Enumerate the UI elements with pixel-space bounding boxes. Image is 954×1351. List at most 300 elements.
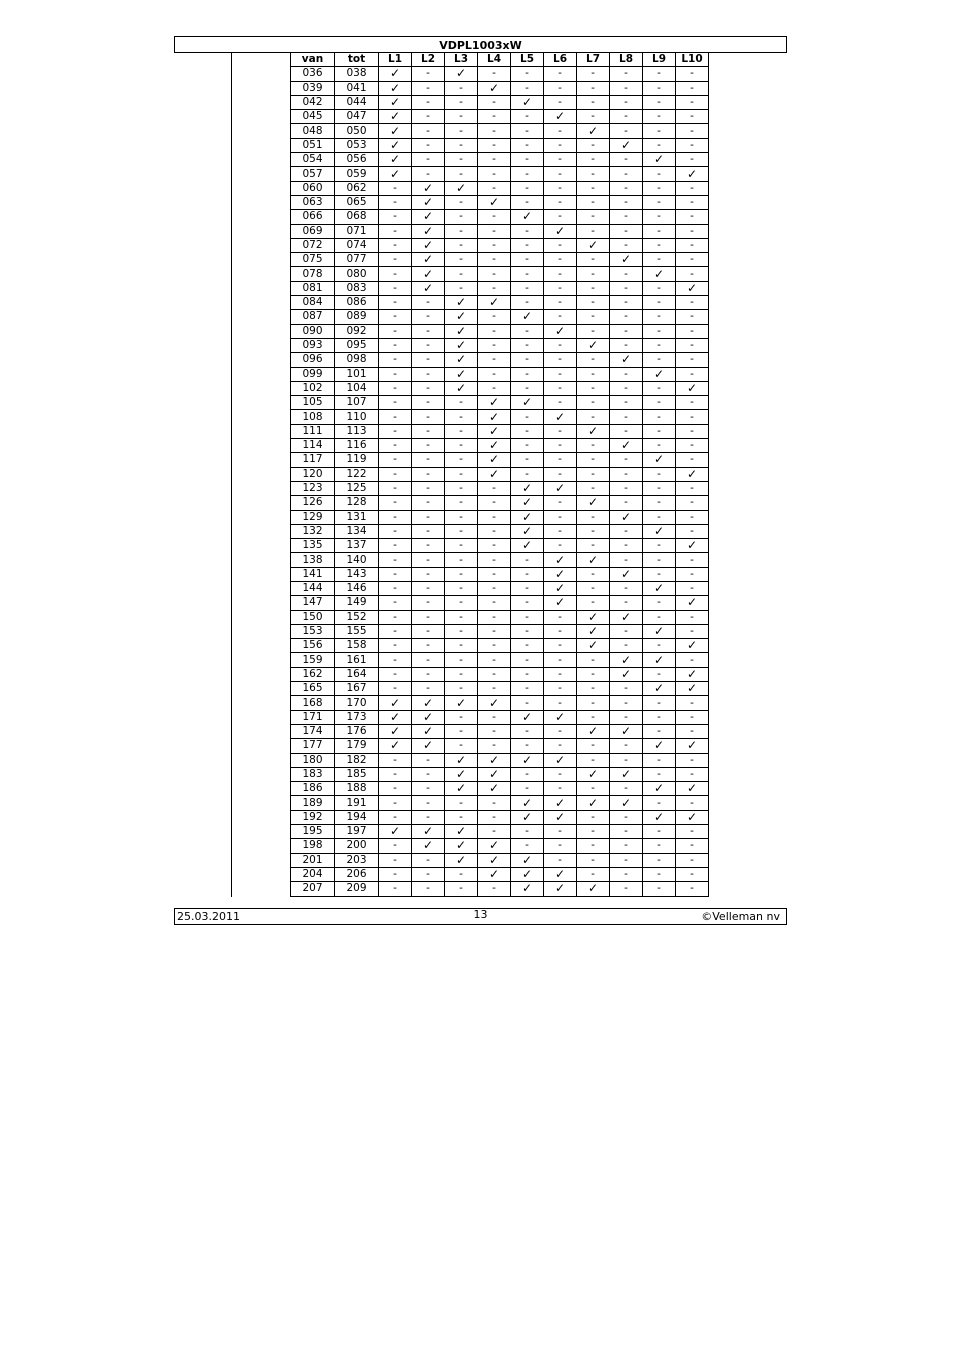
range-to-cell: 152 bbox=[335, 610, 379, 624]
dash-cell: - bbox=[412, 610, 445, 624]
range-from-cell: 078 bbox=[291, 267, 335, 281]
dash-cell: - bbox=[412, 338, 445, 352]
check-mark-cell: ✓ bbox=[445, 353, 478, 367]
range-from-cell: 117 bbox=[291, 453, 335, 467]
range-to-cell: 185 bbox=[335, 767, 379, 781]
dash-cell: - bbox=[544, 453, 577, 467]
dash-cell: - bbox=[643, 767, 676, 781]
dash-cell: - bbox=[412, 124, 445, 138]
check-mark-cell: ✓ bbox=[577, 424, 610, 438]
check-mark-cell: ✓ bbox=[445, 296, 478, 310]
dash-cell: - bbox=[511, 596, 544, 610]
dash-cell: - bbox=[577, 682, 610, 696]
dash-cell: - bbox=[610, 296, 643, 310]
dash-cell: - bbox=[676, 367, 709, 381]
dash-cell: - bbox=[577, 281, 610, 295]
dash-cell: - bbox=[577, 153, 610, 167]
range-from-cell: 066 bbox=[291, 210, 335, 224]
dash-cell: - bbox=[577, 467, 610, 481]
table-row bbox=[291, 510, 709, 524]
dash-cell: - bbox=[412, 296, 445, 310]
check-mark-cell: ✓ bbox=[577, 624, 610, 638]
check-mark-cell: ✓ bbox=[577, 724, 610, 738]
range-to-cell: 038 bbox=[335, 67, 379, 81]
dash-cell: - bbox=[577, 253, 610, 267]
check-mark-cell: ✓ bbox=[412, 825, 445, 839]
dash-cell: - bbox=[478, 267, 511, 281]
check-mark-cell: ✓ bbox=[676, 682, 709, 696]
dash-cell: - bbox=[478, 167, 511, 181]
dash-cell: - bbox=[412, 453, 445, 467]
dash-cell: - bbox=[676, 138, 709, 152]
dash-cell: - bbox=[577, 810, 610, 824]
range-to-cell: 191 bbox=[335, 796, 379, 810]
dash-cell: - bbox=[379, 567, 412, 581]
check-mark-cell: ✓ bbox=[511, 310, 544, 324]
check-mark-cell: ✓ bbox=[610, 653, 643, 667]
dash-cell: - bbox=[511, 724, 544, 738]
range-from-cell: 123 bbox=[291, 481, 335, 495]
dash-cell: - bbox=[643, 424, 676, 438]
dash-cell: - bbox=[544, 195, 577, 209]
dash-cell: - bbox=[511, 839, 544, 853]
range-to-cell: 128 bbox=[335, 496, 379, 510]
range-from-cell: 180 bbox=[291, 753, 335, 767]
dash-cell: - bbox=[412, 310, 445, 324]
column-header-l3: L3 bbox=[445, 53, 478, 67]
dash-cell: - bbox=[610, 524, 643, 538]
dash-cell: - bbox=[643, 439, 676, 453]
dash-cell: - bbox=[544, 496, 577, 510]
table-row bbox=[291, 124, 709, 138]
dash-cell: - bbox=[577, 167, 610, 181]
dash-cell: - bbox=[379, 381, 412, 395]
table-row bbox=[291, 825, 709, 839]
dash-cell: - bbox=[643, 124, 676, 138]
table-row bbox=[291, 410, 709, 424]
range-to-cell: 086 bbox=[335, 296, 379, 310]
dash-cell: - bbox=[379, 496, 412, 510]
dash-cell: - bbox=[478, 539, 511, 553]
check-mark-cell: ✓ bbox=[511, 496, 544, 510]
table-body bbox=[291, 67, 709, 896]
range-to-cell: 116 bbox=[335, 439, 379, 453]
dash-cell: - bbox=[445, 253, 478, 267]
dash-cell: - bbox=[511, 767, 544, 781]
range-from-cell: 042 bbox=[291, 95, 335, 109]
dash-cell: - bbox=[379, 253, 412, 267]
dash-cell: - bbox=[610, 710, 643, 724]
range-from-cell: 084 bbox=[291, 296, 335, 310]
dash-cell: - bbox=[445, 624, 478, 638]
check-mark-cell: ✓ bbox=[478, 296, 511, 310]
dash-cell: - bbox=[379, 682, 412, 696]
range-from-cell: 096 bbox=[291, 353, 335, 367]
check-mark-cell: ✓ bbox=[445, 782, 478, 796]
dash-cell: - bbox=[676, 253, 709, 267]
check-mark-cell: ✓ bbox=[643, 367, 676, 381]
check-mark-cell: ✓ bbox=[676, 539, 709, 553]
column-header-l5: L5 bbox=[511, 53, 544, 67]
dash-cell: - bbox=[610, 639, 643, 653]
column-header-l7: L7 bbox=[577, 53, 610, 67]
dash-cell: - bbox=[478, 639, 511, 653]
dash-cell: - bbox=[544, 439, 577, 453]
check-mark-cell: ✓ bbox=[610, 253, 643, 267]
dash-cell: - bbox=[577, 653, 610, 667]
dash-cell: - bbox=[610, 124, 643, 138]
dash-cell: - bbox=[412, 581, 445, 595]
dash-cell: - bbox=[412, 624, 445, 638]
dash-cell: - bbox=[379, 867, 412, 881]
dash-cell: - bbox=[577, 95, 610, 109]
dash-cell: - bbox=[412, 882, 445, 896]
dash-cell: - bbox=[379, 296, 412, 310]
check-mark-cell: ✓ bbox=[577, 338, 610, 352]
dash-cell: - bbox=[478, 124, 511, 138]
range-from-cell: 114 bbox=[291, 439, 335, 453]
dash-cell: - bbox=[379, 410, 412, 424]
dash-cell: - bbox=[577, 739, 610, 753]
dash-cell: - bbox=[676, 825, 709, 839]
check-mark-cell: ✓ bbox=[676, 639, 709, 653]
range-from-cell: 069 bbox=[291, 224, 335, 238]
dash-cell: - bbox=[544, 767, 577, 781]
check-mark-cell: ✓ bbox=[478, 396, 511, 410]
range-to-cell: 098 bbox=[335, 353, 379, 367]
footer-copyright: ©Velleman nv bbox=[701, 910, 780, 923]
check-mark-cell: ✓ bbox=[643, 782, 676, 796]
dash-cell: - bbox=[676, 353, 709, 367]
page-footer bbox=[174, 908, 787, 925]
check-mark-cell: ✓ bbox=[544, 110, 577, 124]
dash-cell: - bbox=[544, 839, 577, 853]
dash-cell: - bbox=[676, 396, 709, 410]
dash-cell: - bbox=[544, 338, 577, 352]
dash-cell: - bbox=[478, 67, 511, 81]
check-mark-cell: ✓ bbox=[544, 796, 577, 810]
dash-cell: - bbox=[544, 124, 577, 138]
range-from-cell: 102 bbox=[291, 381, 335, 395]
dash-cell: - bbox=[511, 267, 544, 281]
dash-cell: - bbox=[478, 110, 511, 124]
check-mark-cell: ✓ bbox=[511, 210, 544, 224]
check-mark-cell: ✓ bbox=[478, 453, 511, 467]
check-mark-cell: ✓ bbox=[577, 767, 610, 781]
dash-cell: - bbox=[511, 653, 544, 667]
table-row bbox=[291, 296, 709, 310]
dash-cell: - bbox=[610, 867, 643, 881]
range-to-cell: 056 bbox=[335, 153, 379, 167]
dash-cell: - bbox=[577, 710, 610, 724]
column-header-l9: L9 bbox=[643, 53, 676, 67]
dash-cell: - bbox=[511, 338, 544, 352]
dash-cell: - bbox=[610, 782, 643, 796]
check-mark-cell: ✓ bbox=[445, 181, 478, 195]
range-to-cell: 179 bbox=[335, 739, 379, 753]
dash-cell: - bbox=[676, 853, 709, 867]
dash-cell: - bbox=[478, 710, 511, 724]
range-from-cell: 177 bbox=[291, 739, 335, 753]
dash-cell: - bbox=[544, 310, 577, 324]
dash-cell: - bbox=[412, 439, 445, 453]
dash-cell: - bbox=[643, 610, 676, 624]
dash-cell: - bbox=[643, 639, 676, 653]
dash-cell: - bbox=[445, 796, 478, 810]
dash-cell: - bbox=[676, 424, 709, 438]
dash-cell: - bbox=[577, 267, 610, 281]
table-row bbox=[291, 453, 709, 467]
dash-cell: - bbox=[643, 867, 676, 881]
dash-cell: - bbox=[379, 281, 412, 295]
dash-cell: - bbox=[577, 782, 610, 796]
dash-cell: - bbox=[577, 539, 610, 553]
range-to-cell: 137 bbox=[335, 539, 379, 553]
dash-cell: - bbox=[379, 539, 412, 553]
dash-cell: - bbox=[577, 381, 610, 395]
dash-cell: - bbox=[445, 95, 478, 109]
dash-cell: - bbox=[412, 424, 445, 438]
dash-cell: - bbox=[445, 195, 478, 209]
dash-cell: - bbox=[610, 624, 643, 638]
range-from-cell: 036 bbox=[291, 67, 335, 81]
table-row bbox=[291, 210, 709, 224]
dash-cell: - bbox=[379, 624, 412, 638]
dash-cell: - bbox=[478, 381, 511, 395]
dash-cell: - bbox=[676, 310, 709, 324]
dash-cell: - bbox=[478, 367, 511, 381]
dash-cell: - bbox=[445, 424, 478, 438]
dash-cell: - bbox=[478, 825, 511, 839]
check-mark-cell: ✓ bbox=[610, 439, 643, 453]
dash-cell: - bbox=[610, 882, 643, 896]
dash-cell: - bbox=[445, 110, 478, 124]
table-row bbox=[291, 682, 709, 696]
dash-cell: - bbox=[676, 524, 709, 538]
dash-cell: - bbox=[412, 639, 445, 653]
dash-cell: - bbox=[412, 110, 445, 124]
table-row bbox=[291, 581, 709, 595]
range-to-cell: 161 bbox=[335, 653, 379, 667]
dash-cell: - bbox=[676, 153, 709, 167]
dash-cell: - bbox=[577, 367, 610, 381]
check-mark-cell: ✓ bbox=[544, 324, 577, 338]
check-mark-cell: ✓ bbox=[511, 853, 544, 867]
range-from-cell: 153 bbox=[291, 624, 335, 638]
range-from-cell: 054 bbox=[291, 153, 335, 167]
dash-cell: - bbox=[676, 510, 709, 524]
check-mark-cell: ✓ bbox=[544, 481, 577, 495]
dash-cell: - bbox=[643, 481, 676, 495]
range-to-cell: 119 bbox=[335, 453, 379, 467]
dash-cell: - bbox=[445, 267, 478, 281]
range-from-cell: 183 bbox=[291, 767, 335, 781]
table-row bbox=[291, 767, 709, 781]
dash-cell: - bbox=[676, 181, 709, 195]
dash-cell: - bbox=[412, 167, 445, 181]
check-mark-cell: ✓ bbox=[412, 181, 445, 195]
check-mark-cell: ✓ bbox=[676, 810, 709, 824]
range-to-cell: 188 bbox=[335, 782, 379, 796]
table-row bbox=[291, 782, 709, 796]
dash-cell: - bbox=[676, 724, 709, 738]
dash-cell: - bbox=[478, 224, 511, 238]
check-mark-cell: ✓ bbox=[643, 653, 676, 667]
range-to-cell: 194 bbox=[335, 810, 379, 824]
dash-cell: - bbox=[676, 796, 709, 810]
range-to-cell: 095 bbox=[335, 338, 379, 352]
dash-cell: - bbox=[379, 667, 412, 681]
dash-cell: - bbox=[445, 867, 478, 881]
range-to-cell: 170 bbox=[335, 696, 379, 710]
dash-cell: - bbox=[643, 81, 676, 95]
dash-cell: - bbox=[643, 853, 676, 867]
dash-cell: - bbox=[676, 195, 709, 209]
dash-cell: - bbox=[511, 353, 544, 367]
check-mark-cell: ✓ bbox=[610, 353, 643, 367]
table-row bbox=[291, 167, 709, 181]
check-mark-cell: ✓ bbox=[544, 581, 577, 595]
table-row bbox=[291, 224, 709, 238]
dash-cell: - bbox=[643, 181, 676, 195]
range-to-cell: 182 bbox=[335, 753, 379, 767]
dash-cell: - bbox=[379, 553, 412, 567]
check-mark-cell: ✓ bbox=[478, 81, 511, 95]
range-from-cell: 072 bbox=[291, 238, 335, 252]
dash-cell: - bbox=[379, 653, 412, 667]
check-mark-cell: ✓ bbox=[610, 724, 643, 738]
dash-cell: - bbox=[610, 195, 643, 209]
table-row bbox=[291, 610, 709, 624]
dash-cell: - bbox=[478, 253, 511, 267]
dash-cell: - bbox=[643, 338, 676, 352]
dash-cell: - bbox=[379, 267, 412, 281]
range-to-cell: 143 bbox=[335, 567, 379, 581]
dash-cell: - bbox=[478, 810, 511, 824]
check-mark-cell: ✓ bbox=[643, 624, 676, 638]
dash-cell: - bbox=[610, 95, 643, 109]
dash-cell: - bbox=[412, 796, 445, 810]
table-row bbox=[291, 267, 709, 281]
dash-cell: - bbox=[544, 167, 577, 181]
check-mark-cell: ✓ bbox=[379, 124, 412, 138]
check-mark-cell: ✓ bbox=[577, 496, 610, 510]
dash-cell: - bbox=[676, 610, 709, 624]
table-row bbox=[291, 867, 709, 881]
check-mark-cell: ✓ bbox=[478, 767, 511, 781]
dash-cell: - bbox=[379, 839, 412, 853]
check-mark-cell: ✓ bbox=[379, 81, 412, 95]
dash-cell: - bbox=[643, 238, 676, 252]
range-from-cell: 144 bbox=[291, 581, 335, 595]
range-to-cell: 122 bbox=[335, 467, 379, 481]
table-row bbox=[291, 810, 709, 824]
dash-cell: - bbox=[676, 95, 709, 109]
dash-cell: - bbox=[577, 439, 610, 453]
dash-cell: - bbox=[412, 353, 445, 367]
dash-cell: - bbox=[412, 496, 445, 510]
dash-cell: - bbox=[676, 481, 709, 495]
dash-cell: - bbox=[544, 539, 577, 553]
dash-cell: - bbox=[544, 853, 577, 867]
dash-cell: - bbox=[643, 696, 676, 710]
range-from-cell: 195 bbox=[291, 825, 335, 839]
dash-cell: - bbox=[511, 581, 544, 595]
table-row bbox=[291, 310, 709, 324]
dash-cell: - bbox=[445, 281, 478, 295]
dash-cell: - bbox=[445, 567, 478, 581]
check-mark-cell: ✓ bbox=[643, 524, 676, 538]
dash-cell: - bbox=[610, 110, 643, 124]
check-mark-cell: ✓ bbox=[379, 696, 412, 710]
check-mark-cell: ✓ bbox=[445, 825, 478, 839]
dash-cell: - bbox=[511, 825, 544, 839]
table-row bbox=[291, 839, 709, 853]
check-mark-cell: ✓ bbox=[478, 439, 511, 453]
dash-cell: - bbox=[445, 467, 478, 481]
dash-cell: - bbox=[445, 510, 478, 524]
dash-cell: - bbox=[643, 667, 676, 681]
dash-cell: - bbox=[379, 439, 412, 453]
dash-cell: - bbox=[544, 281, 577, 295]
dash-cell: - bbox=[643, 724, 676, 738]
table-row bbox=[291, 381, 709, 395]
table-row bbox=[291, 667, 709, 681]
table-row bbox=[291, 253, 709, 267]
range-from-cell: 087 bbox=[291, 310, 335, 324]
range-to-cell: 200 bbox=[335, 839, 379, 853]
table-row bbox=[291, 739, 709, 753]
dash-cell: - bbox=[610, 310, 643, 324]
table-row bbox=[291, 138, 709, 152]
dash-cell: - bbox=[577, 195, 610, 209]
dash-cell: - bbox=[676, 324, 709, 338]
range-to-cell: 080 bbox=[335, 267, 379, 281]
check-mark-cell: ✓ bbox=[478, 853, 511, 867]
dash-cell: - bbox=[544, 138, 577, 152]
check-mark-cell: ✓ bbox=[544, 553, 577, 567]
dash-cell: - bbox=[412, 767, 445, 781]
dash-cell: - bbox=[412, 567, 445, 581]
dash-cell: - bbox=[610, 496, 643, 510]
range-from-cell: 165 bbox=[291, 682, 335, 696]
check-mark-cell: ✓ bbox=[445, 324, 478, 338]
dash-cell: - bbox=[676, 110, 709, 124]
dash-cell: - bbox=[445, 524, 478, 538]
dash-cell: - bbox=[511, 453, 544, 467]
dash-cell: - bbox=[544, 367, 577, 381]
dash-cell: - bbox=[610, 424, 643, 438]
range-to-cell: 134 bbox=[335, 524, 379, 538]
dash-cell: - bbox=[577, 67, 610, 81]
dash-cell: - bbox=[610, 825, 643, 839]
dash-cell: - bbox=[676, 753, 709, 767]
range-to-cell: 089 bbox=[335, 310, 379, 324]
dash-cell: - bbox=[676, 410, 709, 424]
dash-cell: - bbox=[511, 238, 544, 252]
check-mark-cell: ✓ bbox=[511, 810, 544, 824]
check-mark-cell: ✓ bbox=[379, 138, 412, 152]
dash-cell: - bbox=[511, 682, 544, 696]
range-from-cell: 198 bbox=[291, 839, 335, 853]
table-row bbox=[291, 338, 709, 352]
dash-cell: - bbox=[676, 767, 709, 781]
range-from-cell: 132 bbox=[291, 524, 335, 538]
check-mark-cell: ✓ bbox=[511, 396, 544, 410]
dash-cell: - bbox=[610, 167, 643, 181]
dash-cell: - bbox=[577, 596, 610, 610]
dash-cell: - bbox=[412, 782, 445, 796]
